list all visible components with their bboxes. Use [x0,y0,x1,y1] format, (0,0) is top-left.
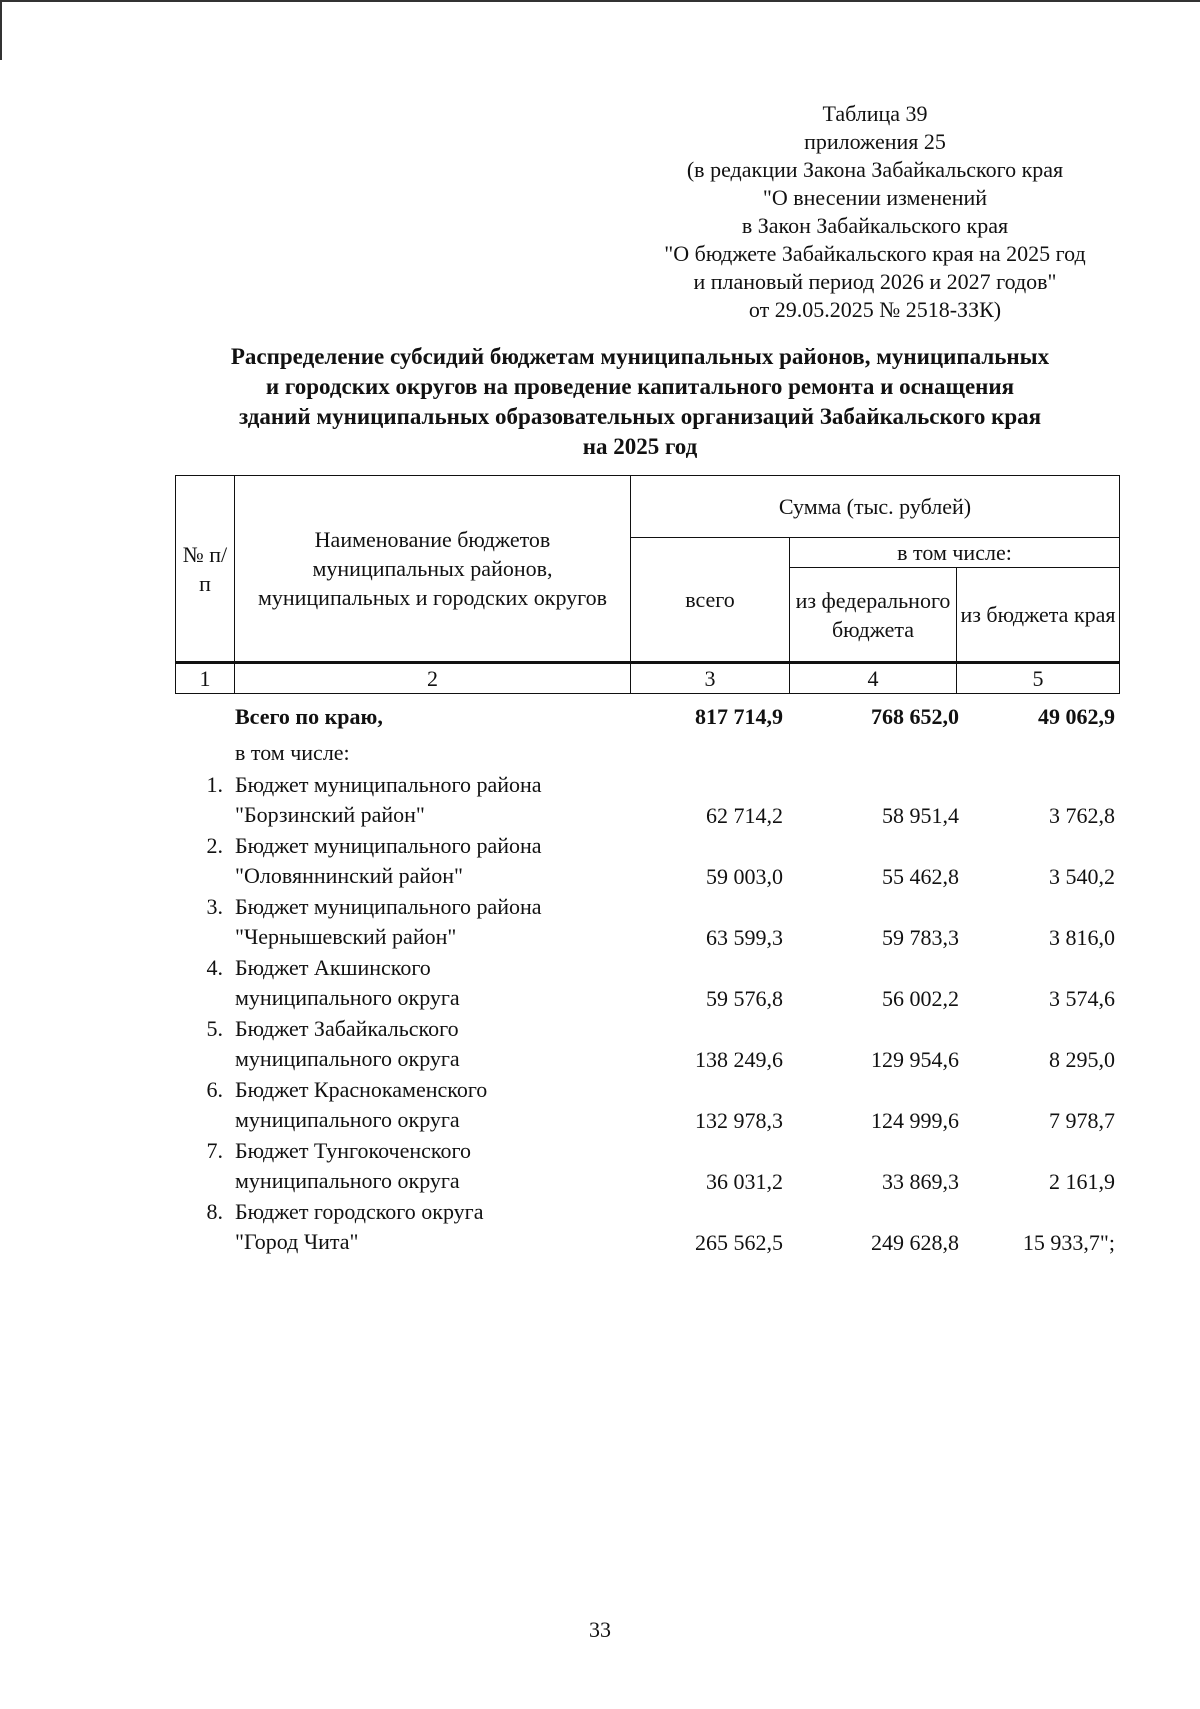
total-value: 817 714,9 [695,704,783,729]
total-row [175,702,1119,738]
row-federal: 58 951,4 [882,803,959,828]
header-note-line: "О бюджете Забайкальского края на 2025 год [664,241,1086,266]
header-note-line: приложения 25 [804,129,946,154]
row-name: Бюджет Забайкальского [235,1016,459,1041]
page-edge-top [0,0,1200,2]
row-name: муниципального округа [235,1107,460,1132]
row-regional: 2 161,9 [1049,1169,1115,1194]
row-regional: 3 762,8 [1049,803,1115,828]
row-federal: 249 628,8 [871,1230,959,1255]
row-name: Бюджет городского округа [235,1199,484,1224]
table-row [175,953,1119,1014]
total-federal-value: 768 652,0 [871,704,959,729]
header-note-line: Таблица 39 [822,101,928,126]
header-note-line: "О внесении изменений [762,185,988,210]
row-name: Бюджет муниципального района [235,772,542,797]
row-number: 6. [206,1077,223,1102]
row-number: 3. [206,894,223,919]
table-row [175,831,1119,892]
row-name: муниципального округа [235,1046,460,1071]
row-regional: 3 816,0 [1049,925,1115,950]
row-regional: 3 540,2 [1049,864,1115,889]
table-row [175,1136,1119,1197]
row-name: "Город Чита" [235,1229,359,1254]
header-note-line: (в редакции Закона Забайкальского края [686,157,1064,182]
title-line: зданий муниципальных образовательных организаций Забайкальского края [238,404,1042,429]
row-name: "Оловяннинский район" [235,863,463,888]
column-number: 3 [631,663,790,694]
header-note-line: и плановый период 2026 и 2027 годов" [693,269,1057,294]
document-title [160,342,1120,462]
title-line: Распределение субсидий бюджетам муниципальных районов, муниципальных [230,344,1050,369]
column-number: 1 [176,663,235,694]
row-total: 59 003,0 [706,864,783,889]
sum-column-header: Сумма (тыс. рублей) [631,476,1120,538]
table-body [175,702,1119,1258]
row-name: муниципального округа [235,1168,460,1193]
row-total: 265 562,5 [695,1230,783,1255]
row-number: 1. [206,772,223,797]
row-federal: 56 002,2 [882,986,959,1011]
row-number: 5. [206,1016,223,1041]
row-name: "Борзинский район" [235,802,425,827]
total-label: Всего по краю, [235,704,383,729]
title-line: и городских округов на проведение капитального ремонта и оснащения [265,374,1015,399]
row-federal: 55 462,8 [882,864,959,889]
row-name: муниципального округа [235,985,460,1010]
total-column-header: всего [631,538,790,663]
table-row [175,892,1119,953]
row-regional: 15 933,7"; [1022,1230,1115,1255]
row-number: 2. [206,833,223,858]
column-number: 2 [235,663,631,694]
row-total: 36 031,2 [706,1169,783,1194]
row-federal: 124 999,6 [871,1108,959,1133]
federal-column-header: из федерального бюджета [790,568,957,663]
row-number: 4. [206,955,223,980]
row-number: 8. [206,1199,223,1224]
page-edge-left [0,0,2,60]
name-column-header: Наименование бюджетов муниципальных районов, муниципальных и городских округов [235,476,631,663]
including-row [175,738,1119,770]
row-name: Бюджет муниципального района [235,833,542,858]
row-total: 132 978,3 [695,1108,783,1133]
title-line: на 2025 год [582,434,698,459]
row-federal: 129 954,6 [871,1047,959,1072]
table-header [175,475,1120,694]
row-total: 59 576,8 [706,986,783,1011]
header-note-line: в Закон Забайкальского края [741,213,1009,238]
page-number: 33 [589,1617,611,1642]
row-name: "Чернышевский район" [235,924,457,949]
row-regional: 3 574,6 [1049,986,1115,1011]
row-federal: 59 783,3 [882,925,959,950]
including-label: в том числе: [235,740,350,765]
row-federal: 33 869,3 [882,1169,959,1194]
column-number: 4 [790,663,957,694]
header-note [640,100,1110,324]
row-total: 63 599,3 [706,925,783,950]
table-row [175,1014,1119,1075]
row-name: Бюджет Тунгокоченского [235,1138,471,1163]
total-regional-value: 49 062,9 [1038,704,1115,729]
row-total: 138 249,6 [695,1047,783,1072]
row-name: Бюджет Акшинского [235,955,431,980]
table-row [175,1075,1119,1136]
row-regional: 8 295,0 [1049,1047,1115,1072]
row-name: Бюджет Краснокаменского [235,1077,488,1102]
table-row [175,770,1119,831]
row-total: 62 714,2 [706,803,783,828]
header-note-line: от 29.05.2025 № 2518-ЗЗК) [748,297,1002,322]
row-regional: 7 978,7 [1049,1108,1115,1133]
table-row [175,1197,1119,1258]
row-name: Бюджет муниципального района [235,894,542,919]
num-column-header: № п/п [176,476,235,663]
including-header: в том числе: [790,538,1120,568]
column-number: 5 [957,663,1120,694]
regional-column-header: из бюджета края [957,568,1120,663]
row-number: 7. [206,1138,223,1163]
